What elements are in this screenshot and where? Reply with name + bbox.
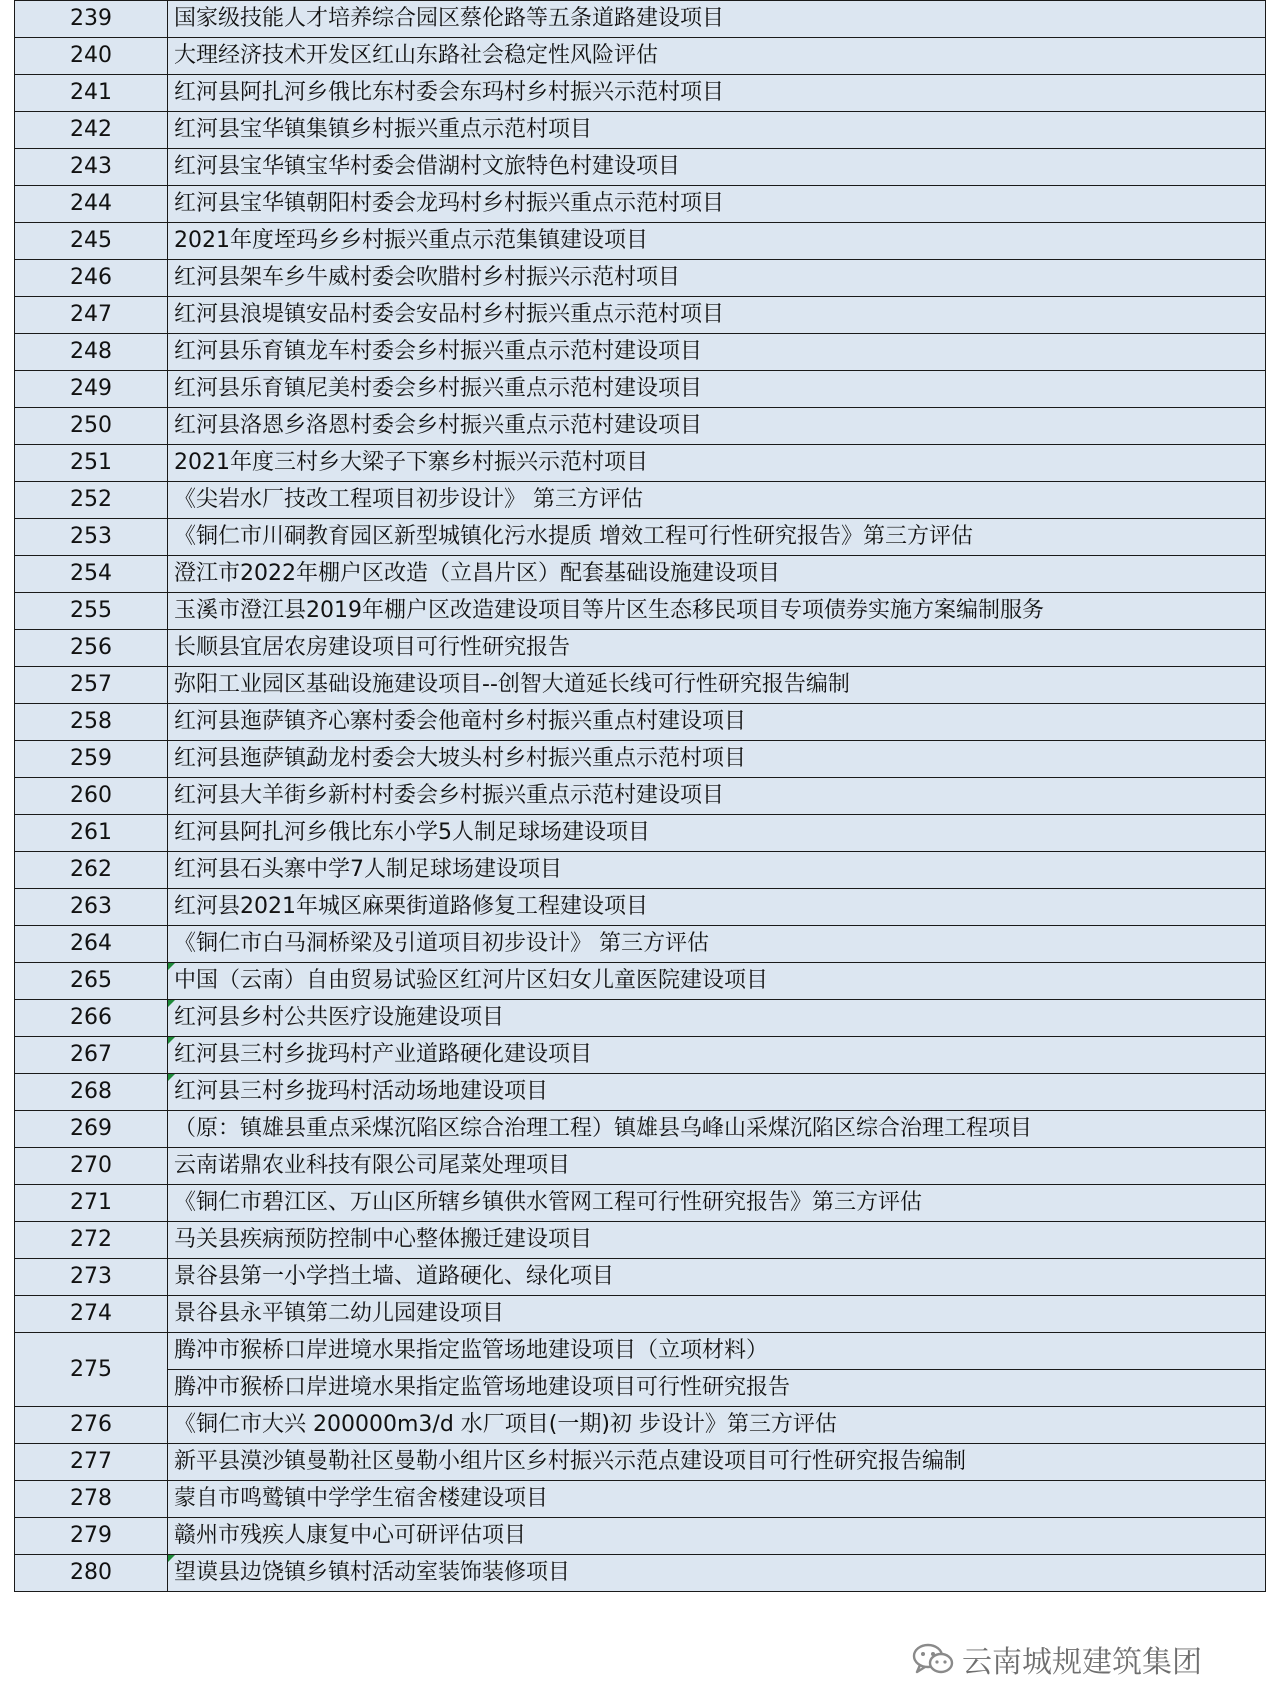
row-number: 263 — [15, 889, 168, 926]
row-number: 241 — [15, 75, 168, 112]
row-number: 242 — [15, 112, 168, 149]
table-row — [15, 926, 1266, 963]
project-name: 红河县宝华镇朝阳村委会龙玛村乡村振兴重点示范村项目 — [168, 186, 1266, 223]
row-number: 243 — [15, 149, 168, 186]
table-row — [15, 1481, 1266, 1518]
table-row — [15, 1148, 1266, 1185]
row-number: 248 — [15, 334, 168, 371]
project-name: 红河县2021年城区麻栗街道路修复工程建设项目 — [168, 889, 1266, 926]
table-row — [15, 186, 1266, 223]
project-name: 2021年度三村乡大梁子下寨乡村振兴示范村项目 — [168, 445, 1266, 482]
project-name: 《铜仁市大兴 200000m3/d 水厂项目(一期)初 步设计》第三方评估 — [168, 1407, 1266, 1444]
row-number: 239 — [15, 1, 168, 38]
project-name: 望谟县边饶镇乡镇村活动室装饰装修项目 — [168, 1555, 1266, 1592]
row-number: 244 — [15, 186, 168, 223]
row-number: 253 — [15, 519, 168, 556]
project-name: 腾冲市猴桥口岸进境水果指定监管场地建设项目可行性研究报告 — [168, 1370, 1266, 1407]
watermark-text: 云南城规建筑集团 — [962, 1645, 1202, 1680]
row-number: 265 — [15, 963, 168, 1000]
row-number: 273 — [15, 1259, 168, 1296]
row-number: 261 — [15, 815, 168, 852]
table-row — [15, 38, 1266, 75]
project-name: 红河县三村乡拢玛村产业道路硬化建设项目 — [168, 1037, 1266, 1074]
row-number: 256 — [15, 630, 168, 667]
project-name: 红河县迤萨镇齐心寨村委会他竜村乡村振兴重点村建设项目 — [168, 704, 1266, 741]
row-number: 258 — [15, 704, 168, 741]
row-number: 272 — [15, 1222, 168, 1259]
project-name: 红河县三村乡拢玛村活动场地建设项目 — [168, 1074, 1266, 1111]
table-row — [15, 1222, 1266, 1259]
project-name: （原：镇雄县重点采煤沉陷区综合治理工程）镇雄县乌峰山采煤沉陷区综合治理工程项目 — [168, 1111, 1266, 1148]
row-number: 259 — [15, 741, 168, 778]
project-name: 红河县宝华镇宝华村委会借湖村文旅特色村建设项目 — [168, 149, 1266, 186]
row-number: 271 — [15, 1185, 168, 1222]
table-row — [15, 519, 1266, 556]
row-number: 251 — [15, 445, 168, 482]
table-row — [15, 1, 1266, 38]
table-row — [15, 630, 1266, 667]
row-number: 250 — [15, 408, 168, 445]
project-name: 赣州市残疾人康复中心可研评估项目 — [168, 1518, 1266, 1555]
table-row — [15, 408, 1266, 445]
project-name: 大理经济技术开发区红山东路社会稳定性风险评估 — [168, 38, 1266, 75]
project-name: 红河县阿扎河乡俄比东小学5人制足球场建设项目 — [168, 815, 1266, 852]
project-name: 中国（云南）自由贸易试验区红河片区妇女儿童医院建设项目 — [168, 963, 1266, 1000]
row-number: 264 — [15, 926, 168, 963]
project-name: 红河县乡村公共医疗设施建设项目 — [168, 1000, 1266, 1037]
project-name: 红河县阿扎河乡俄比东村委会东玛村乡村振兴示范村项目 — [168, 75, 1266, 112]
row-number: 245 — [15, 223, 168, 260]
wechat-icon — [912, 1642, 954, 1676]
table-row — [15, 704, 1266, 741]
row-number: 252 — [15, 482, 168, 519]
row-number: 260 — [15, 778, 168, 815]
row-number: 274 — [15, 1296, 168, 1333]
table-row — [15, 1333, 1266, 1370]
project-name: 马关县疾病预防控制中心整体搬迁建设项目 — [168, 1222, 1266, 1259]
table-row — [15, 371, 1266, 408]
watermark — [912, 1638, 1202, 1680]
row-number: 257 — [15, 667, 168, 704]
row-number: 255 — [15, 593, 168, 630]
project-name: 新平县漠沙镇曼勒社区曼勒小组片区乡村振兴示范点建设项目可行性研究报告编制 — [168, 1444, 1266, 1481]
table-row — [15, 593, 1266, 630]
table-row — [15, 1444, 1266, 1481]
row-number: 249 — [15, 371, 168, 408]
row-number: 246 — [15, 260, 168, 297]
table-row — [15, 667, 1266, 704]
table-row — [15, 223, 1266, 260]
project-name: 长顺县宜居农房建设项目可行性研究报告 — [168, 630, 1266, 667]
row-number: 277 — [15, 1444, 168, 1481]
project-name: 国家级技能人才培养综合园区蔡伦路等五条道路建设项目 — [168, 1, 1266, 38]
table-row — [15, 1296, 1266, 1333]
project-name: 玉溪市澄江县2019年棚户区改造建设项目等片区生态移民项目专项债券实施方案编制服务 — [168, 593, 1266, 630]
row-number: 268 — [15, 1074, 168, 1111]
table-row — [15, 778, 1266, 815]
project-table — [14, 0, 1266, 1592]
row-number: 276 — [15, 1407, 168, 1444]
project-name: 腾冲市猴桥口岸进境水果指定监管场地建设项目（立项材料） — [168, 1333, 1266, 1370]
table-row — [15, 149, 1266, 186]
row-number: 275 — [15, 1333, 168, 1407]
row-number: 279 — [15, 1518, 168, 1555]
table-row — [15, 1407, 1266, 1444]
row-number: 269 — [15, 1111, 168, 1148]
table-row — [15, 1185, 1266, 1222]
project-name: 红河县宝华镇集镇乡村振兴重点示范村项目 — [168, 112, 1266, 149]
project-name: 红河县浪堤镇安品村委会安品村乡村振兴重点示范村项目 — [168, 297, 1266, 334]
project-name: 红河县乐育镇龙车村委会乡村振兴重点示范村建设项目 — [168, 334, 1266, 371]
project-name: 澄江市2022年棚户区改造（立昌片区）配套基础设施建设项目 — [168, 556, 1266, 593]
table-row — [15, 1518, 1266, 1555]
table-row — [15, 1111, 1266, 1148]
table-row — [15, 297, 1266, 334]
table-row — [15, 963, 1266, 1000]
row-number: 270 — [15, 1148, 168, 1185]
project-name: 2021年度垤玛乡乡村振兴重点示范集镇建设项目 — [168, 223, 1266, 260]
table-row — [15, 1259, 1266, 1296]
row-number: 262 — [15, 852, 168, 889]
row-number: 267 — [15, 1037, 168, 1074]
project-name: 云南诺鼎农业科技有限公司尾菜处理项目 — [168, 1148, 1266, 1185]
table-row — [15, 1555, 1266, 1592]
project-name: 红河县架车乡牛威村委会吹腊村乡村振兴示范村项目 — [168, 260, 1266, 297]
project-name: 景谷县第一小学挡土墙、道路硬化、绿化项目 — [168, 1259, 1266, 1296]
table-row — [15, 1074, 1266, 1111]
row-number: 247 — [15, 297, 168, 334]
row-number: 254 — [15, 556, 168, 593]
project-name: 红河县乐育镇尼美村委会乡村振兴重点示范村建设项目 — [168, 371, 1266, 408]
table-row — [15, 334, 1266, 371]
row-number: 240 — [15, 38, 168, 75]
table-row — [15, 112, 1266, 149]
project-name: 《铜仁市白马洞桥梁及引道项目初步设计》 第三方评估 — [168, 926, 1266, 963]
table-row — [15, 260, 1266, 297]
row-number: 278 — [15, 1481, 168, 1518]
project-name: 《铜仁市川硐教育园区新型城镇化污水提质 增效工程可行性研究报告》第三方评估 — [168, 519, 1266, 556]
table-row — [15, 445, 1266, 482]
table-row — [15, 556, 1266, 593]
table-row — [15, 741, 1266, 778]
table-row — [15, 815, 1266, 852]
table-row — [15, 852, 1266, 889]
table-row — [15, 1370, 1266, 1407]
project-name: 红河县洛恩乡洛恩村委会乡村振兴重点示范村建设项目 — [168, 408, 1266, 445]
table-row — [15, 1037, 1266, 1074]
project-name: 红河县大羊街乡新村村委会乡村振兴重点示范村建设项目 — [168, 778, 1266, 815]
project-name: 弥阳工业园区基础设施建设项目--创智大道延长线可行性研究报告编制 — [168, 667, 1266, 704]
table-row — [15, 889, 1266, 926]
project-table-body — [15, 1, 1266, 1592]
project-name: 景谷县永平镇第二幼儿园建设项目 — [168, 1296, 1266, 1333]
project-name: 《尖岩水厂技改工程项目初步设计》 第三方评估 — [168, 482, 1266, 519]
table-row — [15, 75, 1266, 112]
project-name: 红河县迤萨镇勐龙村委会大坡头村乡村振兴重点示范村项目 — [168, 741, 1266, 778]
project-name: 红河县石头寨中学7人制足球场建设项目 — [168, 852, 1266, 889]
project-name: 《铜仁市碧江区、万山区所辖乡镇供水管网工程可行性研究报告》第三方评估 — [168, 1185, 1266, 1222]
row-number: 266 — [15, 1000, 168, 1037]
table-row — [15, 482, 1266, 519]
table-row — [15, 1000, 1266, 1037]
project-name: 蒙自市鸣鹫镇中学学生宿舍楼建设项目 — [168, 1481, 1266, 1518]
row-number: 280 — [15, 1555, 168, 1592]
